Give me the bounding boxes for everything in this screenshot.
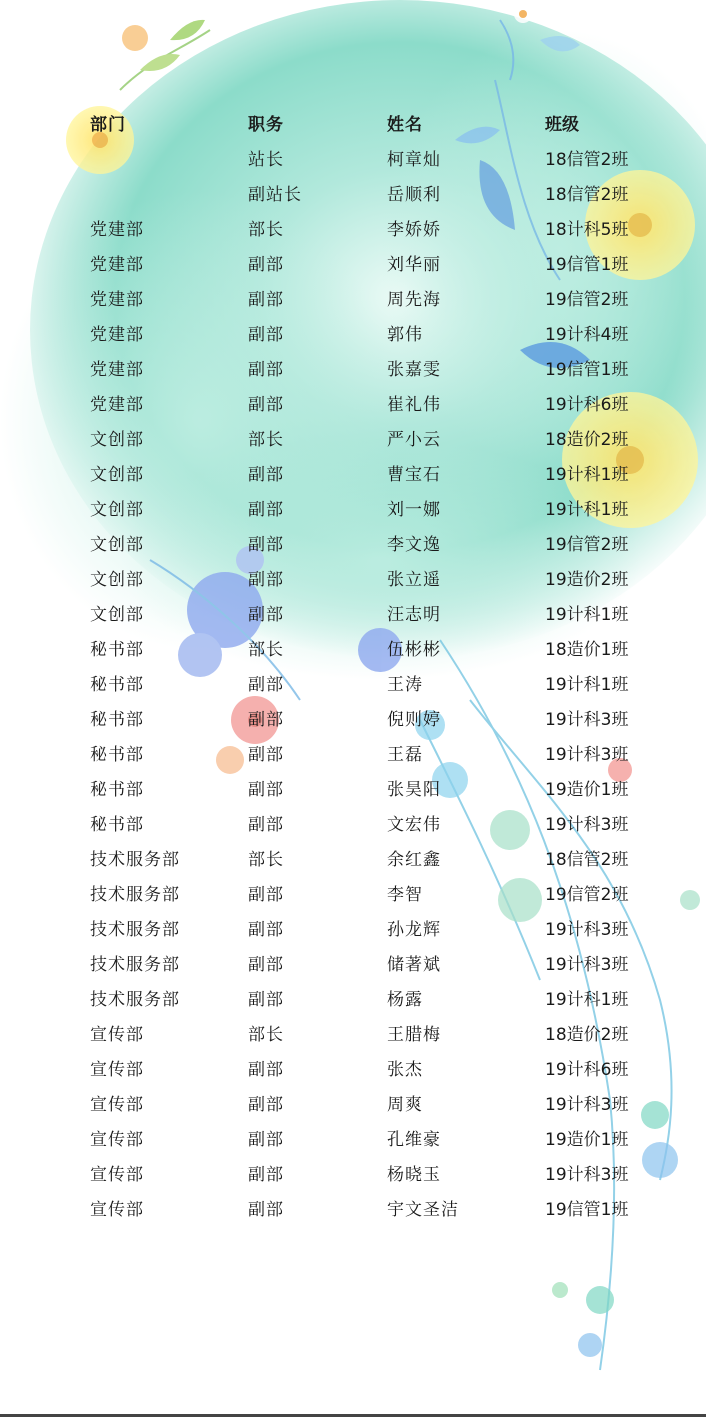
cell-role: 副部 — [248, 920, 284, 940]
cell-dept: 宣传部 — [90, 1060, 144, 1080]
cell-class: 19信管2班 — [545, 535, 629, 555]
cell-class: 18信管2班 — [545, 850, 629, 870]
cell-name: 周爽 — [387, 1095, 423, 1115]
table-row — [90, 703, 690, 738]
cell-name: 文宏伟 — [387, 815, 441, 835]
cell-role: 副部 — [248, 1165, 284, 1185]
cell-role: 副部 — [248, 1200, 284, 1220]
cell-class: 19计科3班 — [545, 920, 629, 940]
cell-role: 部长 — [248, 640, 284, 660]
table-row — [90, 423, 690, 458]
cell-class: 19信管2班 — [545, 290, 629, 310]
cell-name: 王涛 — [387, 675, 423, 695]
header-class: 班级 — [545, 115, 579, 135]
cell-role: 副站长 — [248, 185, 302, 205]
cell-name: 严小云 — [387, 430, 441, 450]
cell-dept: 秘书部 — [90, 675, 144, 695]
cell-dept: 文创部 — [90, 465, 144, 485]
cell-name: 柯章灿 — [387, 150, 441, 170]
table-row — [90, 528, 690, 563]
cell-class: 18造价2班 — [545, 430, 629, 450]
table-row — [90, 143, 690, 178]
cell-role: 副部 — [248, 360, 284, 380]
cell-name: 汪志明 — [387, 605, 441, 625]
cell-dept: 党建部 — [90, 290, 144, 310]
cell-dept: 技术服务部 — [90, 920, 180, 940]
cell-role: 站长 — [248, 150, 284, 170]
table-row — [90, 1088, 690, 1123]
table-row — [90, 1193, 690, 1228]
header-role: 职务 — [248, 115, 284, 135]
cell-class: 19计科3班 — [545, 815, 629, 835]
cell-dept: 文创部 — [90, 605, 144, 625]
cell-name: 李智 — [387, 885, 423, 905]
cell-dept: 秘书部 — [90, 710, 144, 730]
table-row — [90, 668, 690, 703]
cell-dept: 技术服务部 — [90, 885, 180, 905]
cell-name: 张嘉雯 — [387, 360, 441, 380]
cell-class: 19信管1班 — [545, 1200, 629, 1220]
cell-class: 18信管2班 — [545, 150, 629, 170]
cell-dept: 文创部 — [90, 500, 144, 520]
table-row — [90, 948, 690, 983]
cell-name: 李娇娇 — [387, 220, 441, 240]
table-row — [90, 983, 690, 1018]
cell-dept: 宣传部 — [90, 1200, 144, 1220]
cell-role: 副部 — [248, 675, 284, 695]
cell-class: 19计科3班 — [545, 710, 629, 730]
cell-name: 王磊 — [387, 745, 423, 765]
cell-dept: 技术服务部 — [90, 850, 180, 870]
cell-dept: 宣传部 — [90, 1165, 144, 1185]
cell-name: 张昊阳 — [387, 780, 441, 800]
table-row — [90, 1158, 690, 1193]
header-dept: 部门 — [90, 115, 126, 135]
cell-dept: 宣传部 — [90, 1130, 144, 1150]
table-row — [90, 843, 690, 878]
cell-role: 副部 — [248, 815, 284, 835]
cell-class: 19计科3班 — [545, 955, 629, 975]
cell-name: 刘华丽 — [387, 255, 441, 275]
cell-role: 副部 — [248, 1130, 284, 1150]
table-row — [90, 738, 690, 773]
cell-role: 副部 — [248, 605, 284, 625]
cell-name: 李文逸 — [387, 535, 441, 555]
table-row — [90, 178, 690, 213]
cell-name: 宇文圣洁 — [387, 1200, 459, 1220]
cell-class: 19计科1班 — [545, 465, 629, 485]
cell-name: 孙龙辉 — [387, 920, 441, 940]
cell-role: 副部 — [248, 570, 284, 590]
cell-dept: 宣传部 — [90, 1025, 144, 1045]
cell-dept: 技术服务部 — [90, 990, 180, 1010]
table-row — [90, 633, 690, 668]
cell-class: 18造价2班 — [545, 1025, 629, 1045]
cell-name: 张杰 — [387, 1060, 423, 1080]
table-row — [90, 213, 690, 248]
cell-role: 副部 — [248, 325, 284, 345]
cell-name: 刘一娜 — [387, 500, 441, 520]
cell-class: 19信管1班 — [545, 255, 629, 275]
cell-name: 倪则婷 — [387, 710, 441, 730]
table-row — [90, 598, 690, 633]
cell-dept: 宣传部 — [90, 1095, 144, 1115]
cell-role: 部长 — [248, 430, 284, 450]
cell-role: 副部 — [248, 885, 284, 905]
cell-class: 18造价1班 — [545, 640, 629, 660]
cell-class: 19计科6班 — [545, 1060, 629, 1080]
cell-dept: 秘书部 — [90, 780, 144, 800]
table-row — [90, 388, 690, 423]
table-row — [90, 773, 690, 808]
cell-name: 余红鑫 — [387, 850, 441, 870]
cell-class: 18计科5班 — [545, 220, 629, 240]
cell-class: 19计科3班 — [545, 1095, 629, 1115]
table-row — [90, 808, 690, 843]
cell-dept: 党建部 — [90, 325, 144, 345]
table-row — [90, 248, 690, 283]
table-row — [90, 318, 690, 353]
cell-dept: 党建部 — [90, 220, 144, 240]
cell-dept: 秘书部 — [90, 815, 144, 835]
cell-dept: 党建部 — [90, 255, 144, 275]
cell-role: 部长 — [248, 1025, 284, 1045]
cell-name: 周先海 — [387, 290, 441, 310]
cell-name: 崔礼伟 — [387, 395, 441, 415]
table-row — [90, 913, 690, 948]
cell-role: 副部 — [248, 465, 284, 485]
cell-class: 18信管2班 — [545, 185, 629, 205]
cell-name: 张立遥 — [387, 570, 441, 590]
cell-class: 19信管2班 — [545, 885, 629, 905]
cell-class: 19信管1班 — [545, 360, 629, 380]
cell-role: 副部 — [248, 1095, 284, 1115]
cell-dept: 党建部 — [90, 395, 144, 415]
cell-name: 储著斌 — [387, 955, 441, 975]
member-table — [90, 108, 690, 1228]
cell-role: 副部 — [248, 535, 284, 555]
cell-name: 杨露 — [387, 990, 423, 1010]
cell-class: 19计科1班 — [545, 675, 629, 695]
cell-class: 19计科1班 — [545, 605, 629, 625]
cell-name: 曹宝石 — [387, 465, 441, 485]
cell-name: 岳顺利 — [387, 185, 441, 205]
cell-role: 副部 — [248, 990, 284, 1010]
cell-dept: 文创部 — [90, 430, 144, 450]
cell-name: 杨晓玉 — [387, 1165, 441, 1185]
cell-class: 19计科4班 — [545, 325, 629, 345]
cell-dept: 秘书部 — [90, 640, 144, 660]
cell-role: 部长 — [248, 220, 284, 240]
header-name: 姓名 — [387, 115, 423, 135]
table-row — [90, 1053, 690, 1088]
cell-class: 19造价1班 — [545, 780, 629, 800]
table-row — [90, 283, 690, 318]
cell-role: 副部 — [248, 1060, 284, 1080]
cell-class: 19计科6班 — [545, 395, 629, 415]
cell-role: 副部 — [248, 395, 284, 415]
cell-role: 副部 — [248, 255, 284, 275]
table-header — [90, 108, 690, 143]
cell-dept: 技术服务部 — [90, 955, 180, 975]
cell-dept: 文创部 — [90, 570, 144, 590]
table-row — [90, 878, 690, 913]
cell-role: 副部 — [248, 710, 284, 730]
cell-name: 孔维豪 — [387, 1130, 441, 1150]
cell-class: 19计科3班 — [545, 1165, 629, 1185]
cell-dept: 党建部 — [90, 360, 144, 380]
cell-name: 王腊梅 — [387, 1025, 441, 1045]
cell-name: 伍彬彬 — [387, 640, 441, 660]
cell-role: 副部 — [248, 780, 284, 800]
cell-role: 副部 — [248, 745, 284, 765]
cell-dept: 文创部 — [90, 535, 144, 555]
cell-role: 部长 — [248, 850, 284, 870]
cell-class: 19造价1班 — [545, 1130, 629, 1150]
table-row — [90, 353, 690, 388]
cell-class: 19计科1班 — [545, 500, 629, 520]
table-row — [90, 1018, 690, 1053]
cell-role: 副部 — [248, 290, 284, 310]
cell-dept: 秘书部 — [90, 745, 144, 765]
cell-class: 19计科1班 — [545, 990, 629, 1010]
cell-role: 副部 — [248, 955, 284, 975]
table-row — [90, 493, 690, 528]
cell-class: 19计科3班 — [545, 745, 629, 765]
table-row — [90, 458, 690, 493]
table-row — [90, 1123, 690, 1158]
cell-name: 郭伟 — [387, 325, 423, 345]
table-row — [90, 563, 690, 598]
table-body — [90, 143, 690, 1228]
cell-role: 副部 — [248, 500, 284, 520]
cell-class: 19造价2班 — [545, 570, 629, 590]
